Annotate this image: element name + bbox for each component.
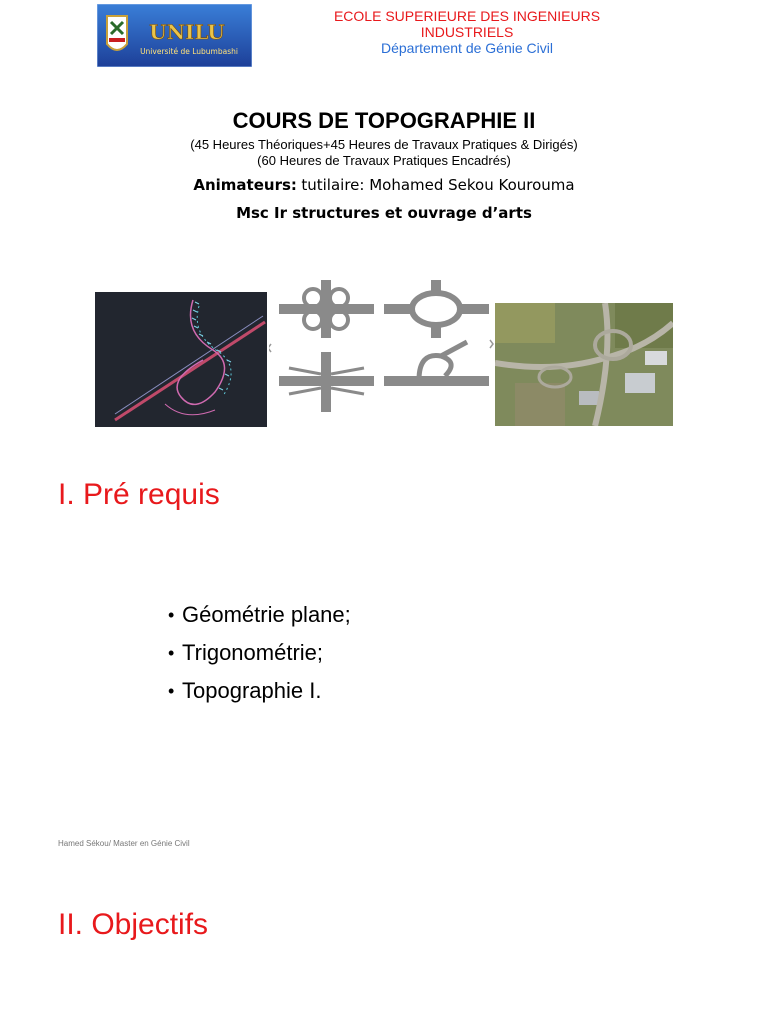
- department-name: Département de Génie Civil: [381, 40, 553, 56]
- animators-label: Animateurs:: [193, 176, 297, 194]
- school-name-line2: INDUSTRIELS: [420, 24, 514, 40]
- animators-value: tutilaire: Mohamed Sekou Kourouma: [301, 176, 575, 194]
- animators-line: [0, 176, 768, 195]
- road-alignment-cad-image: [95, 292, 267, 427]
- list-item: [168, 600, 351, 638]
- school-name-line1: ECOLE SUPERIEURE DES INGENIEURS: [333, 8, 601, 24]
- section-prerequisites-title: I. Pré requis: [58, 478, 220, 511]
- course-hours: [0, 137, 768, 169]
- hours-line-1: (45 Heures Théoriques+45 Heures de Travaux Pratiques & Dirigés): [190, 137, 578, 152]
- page-footer: Hamed Sékou/ Master en Génie Civil: [58, 839, 190, 848]
- degree-line: Msc Ir structures et ouvrage d’arts: [236, 204, 532, 222]
- university-logo: [97, 4, 252, 67]
- interchange-diagrams-image: [269, 276, 494, 426]
- bullet-icon: •: [168, 643, 175, 663]
- logo-subtext: Université de Lubumbashi: [140, 47, 238, 56]
- section-objectives-title: II. Objectifs: [58, 908, 209, 941]
- prerequisites-list: [168, 600, 351, 714]
- list-item: [168, 638, 351, 676]
- list-item: [168, 676, 351, 714]
- logo-wordmark: UNILU: [149, 20, 225, 44]
- prerequisite-item: Géométrie plane;: [182, 602, 351, 627]
- course-title: COURS DE TOPOGRAPHIE II: [232, 108, 536, 133]
- prerequisite-item: Trigonométrie;: [182, 640, 324, 665]
- bullet-icon: •: [168, 681, 175, 701]
- bullet-icon: •: [168, 605, 175, 625]
- school-header: [300, 8, 634, 56]
- hours-line-2: (60 Heures de Travaux Pratiques Encadrés): [257, 153, 511, 168]
- aerial-interchange-photo: [495, 303, 673, 426]
- prerequisite-item: Topographie I.: [182, 678, 322, 703]
